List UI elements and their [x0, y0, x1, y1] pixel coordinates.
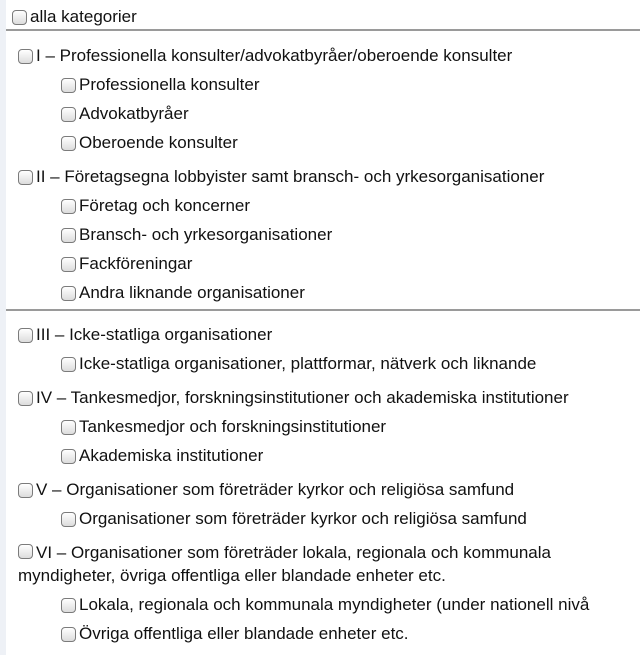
filter-item-tankesmedjor[interactable]: [61, 417, 386, 437]
group-1-checkbox[interactable]: [18, 49, 33, 64]
filter-item-advokatbyraer[interactable]: [61, 104, 189, 124]
filter-item-oberoende-konsulter[interactable]: [61, 133, 238, 153]
filter-item-professionella-konsulter[interactable]: [61, 75, 259, 95]
filter-item-foretag-och-koncerner[interactable]: [61, 196, 250, 216]
group-3-checkbox[interactable]: [18, 328, 33, 343]
group-1-label: I – Professionella konsulter/advokatbyråer/oberoende konsulter: [36, 46, 513, 65]
filter-group-1[interactable]: [18, 46, 512, 66]
filter-item-icke-statliga[interactable]: [61, 354, 536, 374]
item-checkbox[interactable]: [61, 420, 76, 435]
item-checkbox[interactable]: [61, 199, 76, 214]
group-6-checkbox[interactable]: [18, 544, 33, 559]
item-label: Andra liknande organisationer: [79, 283, 305, 302]
item-checkbox[interactable]: [61, 78, 76, 93]
filter-item-akademiska-institutioner[interactable]: [61, 446, 263, 466]
group-6-label: VI – Organisationer som företräder lokala, regionala och kommunala myndigheter, övriga offentliga eller blandade enheter etc.: [18, 543, 551, 585]
filter-group-5[interactable]: [18, 480, 514, 500]
item-checkbox[interactable]: [61, 286, 76, 301]
item-label: Professionella konsulter: [79, 75, 260, 94]
item-label: Lokala, regionala och kommunala myndigheter (under nationell nivå: [79, 595, 590, 614]
filter-group-6[interactable]: [18, 541, 640, 587]
filter-group-3[interactable]: [18, 325, 272, 345]
item-label: Oberoende konsulter: [79, 133, 238, 152]
group-2-label: II – Företagsegna lobbyister samt bransch- och yrkesorganisationer: [36, 167, 545, 186]
divider: [6, 29, 640, 31]
item-label: Övriga offentliga eller blandade enheter etc.: [79, 624, 409, 643]
group-5-checkbox[interactable]: [18, 483, 33, 498]
item-checkbox[interactable]: [61, 228, 76, 243]
item-label: Icke-statliga organisationer, plattformar, nätverk och liknande: [79, 354, 537, 373]
group-5-label: V – Organisationer som företräder kyrkor och religiösa samfund: [36, 480, 515, 499]
all-categories-label: alla kategorier: [30, 7, 137, 26]
filter-item-andra-liknande-organisationer[interactable]: [61, 283, 305, 303]
group-4-checkbox[interactable]: [18, 391, 33, 406]
item-checkbox[interactable]: [61, 136, 76, 151]
item-label: Akademiska institutioner: [79, 446, 264, 465]
item-label: Advokatbyråer: [79, 104, 189, 123]
item-label: Fackföreningar: [79, 254, 193, 273]
filter-group-2[interactable]: [18, 167, 544, 187]
group-2-checkbox[interactable]: [18, 170, 33, 185]
item-checkbox[interactable]: [61, 512, 76, 527]
group-3-label: III – Icke-statliga organisationer: [36, 325, 273, 344]
filter-item-lokala-myndigheter[interactable]: [61, 595, 589, 615]
item-checkbox[interactable]: [61, 257, 76, 272]
item-label: Företag och koncerner: [79, 196, 251, 215]
item-checkbox[interactable]: [61, 627, 76, 642]
section-divider: [6, 309, 640, 311]
filter-item-bransch-och-yrkesorganisationer[interactable]: [61, 225, 332, 245]
filter-item-ovriga-offentliga[interactable]: [61, 624, 409, 644]
item-checkbox[interactable]: [61, 449, 76, 464]
group-4-label: IV – Tankesmedjor, forskningsinstitutioner och akademiska institutioner: [36, 388, 569, 407]
item-label: Tankesmedjor och forskningsinstitutioner: [79, 417, 387, 436]
item-checkbox[interactable]: [61, 107, 76, 122]
item-label: Bransch- och yrkesorganisationer: [79, 225, 333, 244]
item-checkbox[interactable]: [61, 598, 76, 613]
filter-item-kyrkor-och-samfund[interactable]: [61, 509, 527, 529]
item-checkbox[interactable]: [61, 357, 76, 372]
item-label: Organisationer som företräder kyrkor och religiösa samfund: [79, 509, 527, 528]
filter-all-categories[interactable]: [12, 7, 137, 27]
all-categories-checkbox[interactable]: [12, 10, 27, 25]
filter-group-4[interactable]: [18, 388, 569, 408]
filter-item-fackforeningar[interactable]: [61, 254, 192, 274]
